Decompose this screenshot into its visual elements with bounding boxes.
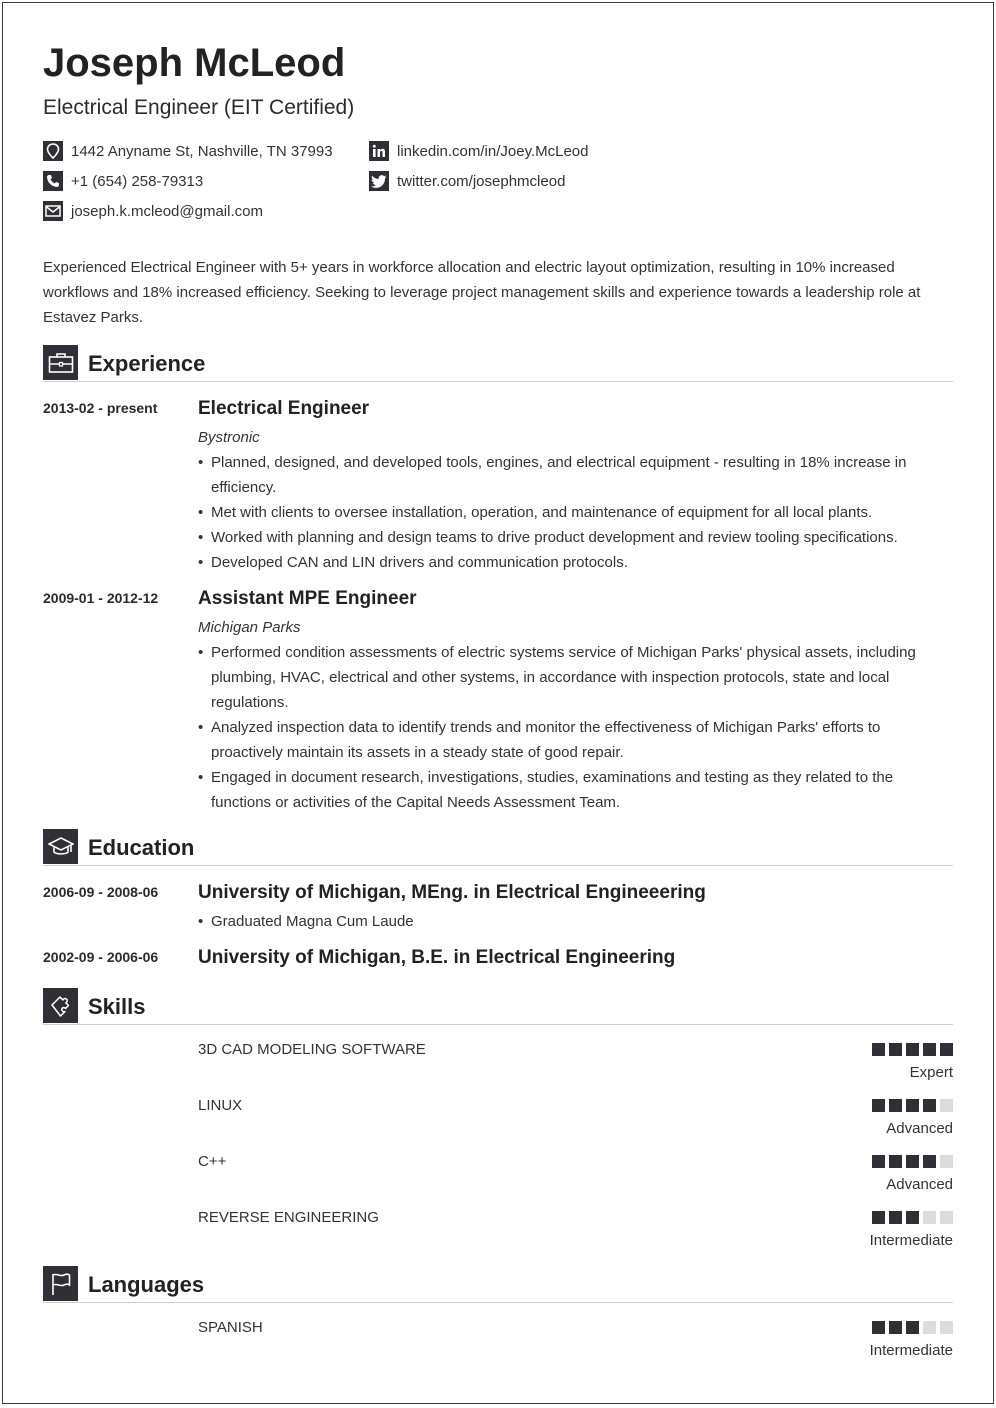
bullet-item: • Planned, designed, and developed tools, engines, and electrical equipment - resulting in 18% increase in efficiency. xyxy=(198,450,928,500)
bullet-item: • Developed CAN and LIN drivers and communication protocols. xyxy=(198,550,928,575)
briefcase-icon xyxy=(43,345,78,380)
language-name: SPANISH xyxy=(198,1319,263,1336)
skill-level: Advanced xyxy=(886,1176,953,1193)
rating-square-empty xyxy=(923,1211,936,1224)
rating-square-filled xyxy=(889,1155,902,1168)
skill-name: LINUX xyxy=(198,1097,243,1114)
bullet-item: • Worked with planning and design teams to drive product development and review tooling specifications. xyxy=(198,525,928,550)
job-dates: 2013-02 - present xyxy=(43,400,158,416)
education-section-header xyxy=(43,829,953,866)
rating-square-empty xyxy=(923,1321,936,1334)
candidate-name: Joseph McLeod xyxy=(43,41,346,85)
bullet-item: • Performed condition assessments of electric systems service of Michigan Parks' physical assets, including plumbing, HVAC, electrical and other systems, in accordance with inspection protocols, state and local regulations. xyxy=(198,640,928,715)
skill-level: Intermediate xyxy=(869,1232,953,1249)
bullet-item: • Graduated Magna Cum Laude xyxy=(198,909,928,934)
bullet-item: • Met with clients to oversee installation, operation, and maintenance of equipment for all local plants. xyxy=(198,500,928,525)
language-rating xyxy=(872,1321,953,1334)
skill-rating xyxy=(872,1099,953,1112)
skill-name: REVERSE ENGINEERING xyxy=(198,1209,379,1226)
education-degree: University of Michigan, B.E. in Electrical Engineering xyxy=(198,947,676,968)
flag-icon xyxy=(43,1266,78,1301)
contact-phone xyxy=(43,171,203,191)
twitter-icon xyxy=(369,171,389,191)
resume-page xyxy=(2,2,994,1404)
skills-section-header xyxy=(43,988,953,1025)
rating-square-filled xyxy=(906,1043,919,1056)
linkedin-icon xyxy=(369,141,389,161)
skill-name: 3D CAD MODELING SOFTWARE xyxy=(198,1041,426,1058)
job-bullets xyxy=(198,450,928,575)
rating-square-filled xyxy=(906,1155,919,1168)
summary-paragraph: Experienced Electrical Engineer with 5+ years in workforce allocation and electric layout optimization, resulting in 10% increased workflows and 18% increased efficiency. Seeking to leverage project management skills and experience towards a leadership role at Estavez Parks. xyxy=(43,259,921,326)
rating-square-filled xyxy=(889,1099,902,1112)
education-bullets xyxy=(198,909,928,934)
skills-section-title: Skills xyxy=(88,994,146,1019)
rating-square-filled xyxy=(872,1099,885,1112)
rating-square-filled xyxy=(889,1321,902,1334)
skill-rating xyxy=(872,1043,953,1056)
rating-square-filled xyxy=(923,1043,936,1056)
job-title: Electrical Engineer xyxy=(198,398,370,419)
rating-square-filled xyxy=(940,1043,953,1056)
job-dates: 2009-01 - 2012-12 xyxy=(43,590,159,606)
rating-square-filled xyxy=(923,1099,936,1112)
rating-square-filled xyxy=(872,1155,885,1168)
job-company: Bystronic xyxy=(198,429,260,446)
rating-square-filled xyxy=(906,1321,919,1334)
rating-square-filled xyxy=(906,1099,919,1112)
rating-square-empty xyxy=(940,1155,953,1168)
rating-square-empty xyxy=(940,1211,953,1224)
graduation-cap-icon xyxy=(43,829,78,864)
languages-section-title: Languages xyxy=(88,1272,205,1297)
skill-level: Advanced xyxy=(886,1120,953,1137)
location-pin-icon xyxy=(43,141,63,161)
rating-square-filled xyxy=(889,1043,902,1056)
rating-square-filled xyxy=(872,1321,885,1334)
phone-icon xyxy=(43,171,63,191)
contact-email xyxy=(43,201,263,221)
job-company: Michigan Parks xyxy=(198,619,301,636)
rating-square-filled xyxy=(872,1211,885,1224)
contact-address xyxy=(43,141,333,161)
contact-twitter xyxy=(369,171,565,191)
phone-text: +1 (654) 258-79313 xyxy=(71,172,204,190)
linkedin-text[interactable]: linkedin.com/in/Joey.McLeod xyxy=(397,142,589,160)
education-dates: 2006-09 - 2008-06 xyxy=(43,884,159,900)
rating-square-filled xyxy=(872,1043,885,1056)
rating-square-filled xyxy=(889,1211,902,1224)
skill-name: C++ xyxy=(198,1153,227,1170)
language-level: Intermediate xyxy=(869,1342,953,1359)
skill-level: Expert xyxy=(909,1064,953,1081)
experience-section-header xyxy=(43,345,953,382)
rating-square-filled xyxy=(923,1155,936,1168)
email-icon xyxy=(43,201,63,221)
languages-section-header xyxy=(43,1266,953,1303)
puzzle-piece-icon xyxy=(43,988,78,1023)
job-bullets xyxy=(198,640,928,815)
education-section-title: Education xyxy=(88,835,195,860)
rating-square-empty xyxy=(940,1099,953,1112)
bullet-item: • Engaged in document research, investigations, studies, examinations and testing as they related to the functions or activities of the Capital Needs Assessment Team. xyxy=(198,765,928,815)
experience-section-title: Experience xyxy=(88,351,206,376)
education-dates: 2002-09 - 2006-06 xyxy=(43,949,159,965)
rating-square-empty xyxy=(940,1321,953,1334)
bullet-item: • Analyzed inspection data to identify trends and monitor the effectiveness of Michigan Parks' efforts to proactively maintain its assets in a steady state of good repair. xyxy=(198,715,928,765)
address-text: 1442 Anyname St, Nashville, TN 37993 xyxy=(71,142,333,160)
job-title: Assistant MPE Engineer xyxy=(198,588,417,609)
education-degree: University of Michigan, MEng. in Electrical Engineeering xyxy=(198,882,706,903)
twitter-text[interactable]: twitter.com/josephmcleod xyxy=(397,172,566,190)
skill-rating xyxy=(872,1155,953,1168)
contact-linkedin xyxy=(369,141,588,161)
email-text[interactable]: joseph.k.mcleod@gmail.com xyxy=(71,202,263,220)
candidate-title: Electrical Engineer (EIT Certified) xyxy=(43,96,355,119)
skill-rating xyxy=(872,1211,953,1224)
rating-square-filled xyxy=(906,1211,919,1224)
